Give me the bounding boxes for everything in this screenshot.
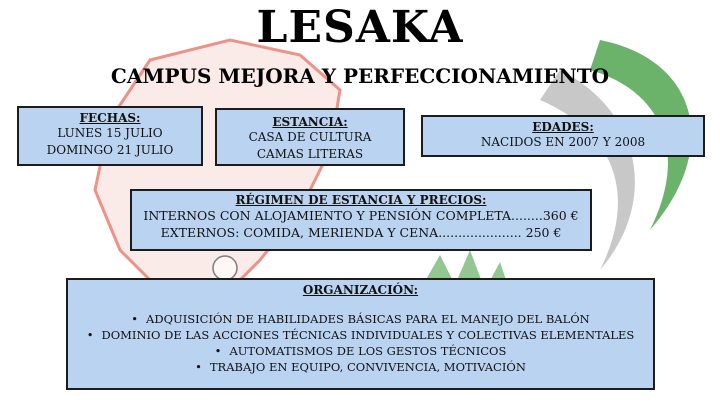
page-subtitle: CAMPUS MEJORA Y PERFECCIONAMIENTO	[110, 64, 610, 88]
fechas-line: LUNES 15 JULIO	[57, 126, 163, 140]
estancia-line: CASA DE CULTURA	[248, 130, 372, 144]
regimen-heading: RÉGIMEN DE ESTANCIA Y PRECIOS:	[235, 193, 487, 207]
list-item	[68, 343, 653, 359]
list-item	[68, 359, 653, 375]
bullet-icon: •	[131, 312, 139, 326]
organizacion-box	[66, 278, 655, 390]
regimen-box	[130, 189, 592, 251]
estancia-line: CAMAS LITERAS	[256, 147, 364, 161]
soccer-ball-icon	[213, 256, 237, 280]
fechas-box	[17, 106, 203, 166]
edades-heading: EDADES:	[532, 120, 594, 134]
bullet-icon: •	[86, 328, 94, 342]
regimen-line-internos: INTERNOS CON ALOJAMIENTO Y PENSIÓN COMPLETA........360 €	[143, 208, 579, 223]
edades-box	[421, 115, 705, 157]
edades-line: NACIDOS EN 2007 Y 2008	[480, 135, 646, 149]
regimen-line-externos: EXTERNOS: COMIDA, MERIENDA Y CENA..................... 250 €	[160, 225, 562, 240]
bullet-icon: •	[214, 344, 222, 358]
organizacion-heading: ORGANIZACIÓN:	[302, 283, 419, 297]
bullet-icon: •	[195, 360, 202, 374]
list-item-text: TRABAJO EN EQUIPO, CONVIVENCIA, MOTIVACIÓN	[209, 360, 526, 374]
list-item	[68, 327, 653, 343]
fechas-heading: FECHAS:	[79, 111, 141, 125]
estancia-heading: ESTANCIA:	[272, 115, 348, 129]
fechas-line: DOMINGO 21 JULIO	[46, 143, 174, 157]
organizacion-list	[68, 311, 653, 375]
page-title: LESAKA	[256, 2, 464, 53]
estancia-box	[215, 108, 405, 166]
list-item	[68, 311, 653, 327]
list-item-text: AUTOMATISMOS DE LOS GESTOS TÉCNICOS	[229, 344, 507, 358]
list-item-text: ADQUISICIÓN DE HABILIDADES BÁSICAS PARA EL MANEJO DEL BALÓN	[146, 312, 590, 326]
list-item-text: DOMINIO DE LAS ACCIONES TÉCNICAS INDIVIDUALES Y COLECTIVAS ELEMENTALES	[101, 328, 635, 342]
